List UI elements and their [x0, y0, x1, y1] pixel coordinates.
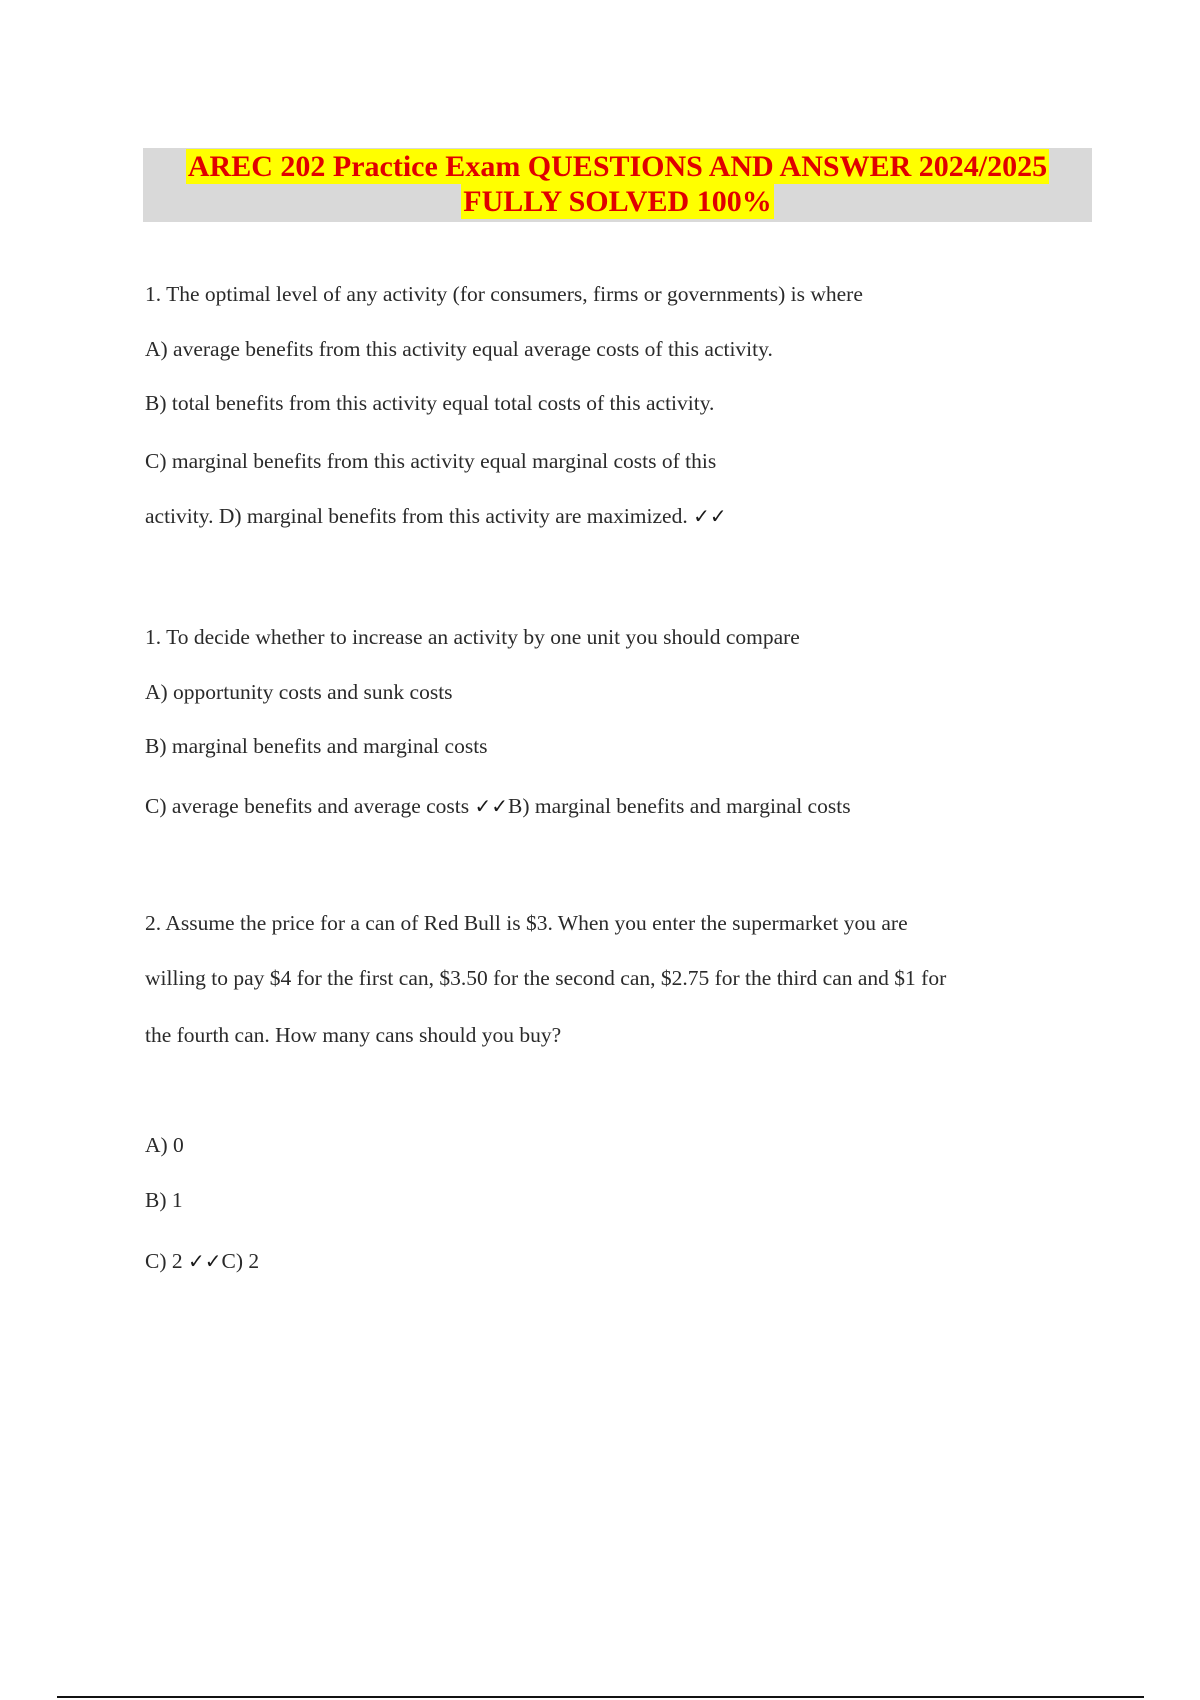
- question-3-stem-line-2: willing to pay $4 for the first can, $3.50 for the second can, $2.75 for the third can and $1 for: [145, 966, 947, 990]
- document-title: [143, 148, 1092, 222]
- title-line-2: FULLY SOLVED 100%: [463, 185, 772, 218]
- question-2-answer: B) marginal benefits and marginal costs: [508, 794, 851, 818]
- answer-check-icon: ✓✓: [188, 1249, 222, 1273]
- question-3-answer: C) 2: [221, 1249, 260, 1273]
- question-2-option-b: B) marginal benefits and marginal costs: [145, 734, 488, 758]
- question-3-option-b: B) 1: [145, 1188, 183, 1212]
- question-2-option-c-row: [145, 793, 851, 819]
- title-line-1: AREC 202 Practice Exam QUESTIONS AND ANSWER 2024/2025: [187, 150, 1048, 183]
- question-2-option-c: C) average benefits and average costs: [145, 794, 470, 818]
- question-3-stem-line-1: 2. Assume the price for a can of Red Bull is $3. When you enter the supermarket you are: [145, 911, 908, 935]
- question-2-option-a: A) opportunity costs and sunk costs: [145, 680, 453, 704]
- question-1-stem: 1. The optimal level of any activity (for consumers, firms or governments) is where: [145, 282, 863, 306]
- question-1-option-a: A) average benefits from this activity equal average costs of this activity.: [145, 337, 773, 361]
- question-1-option-b: B) total benefits from this activity equal total costs of this activity.: [145, 391, 715, 415]
- question-3-option-a: A) 0: [145, 1133, 184, 1157]
- footer-rule: [57, 1696, 1144, 1698]
- question-1-option-c: C) marginal benefits from this activity equal marginal costs of this: [145, 449, 717, 473]
- question-2-stem: 1. To decide whether to increase an activity by one unit you should compare: [145, 625, 800, 649]
- question-1-option-d-row: [145, 503, 727, 529]
- question-3-option-c-row: [145, 1248, 259, 1274]
- question-3-option-c: C) 2: [145, 1249, 183, 1273]
- answer-check-icon: ✓✓: [693, 504, 727, 528]
- question-1-option-d: activity. D) marginal benefits from this activity are maximized.: [145, 504, 688, 528]
- answer-check-icon: ✓✓: [474, 794, 509, 818]
- question-3-stem-line-3: the fourth can. How many cans should you buy?: [145, 1023, 562, 1047]
